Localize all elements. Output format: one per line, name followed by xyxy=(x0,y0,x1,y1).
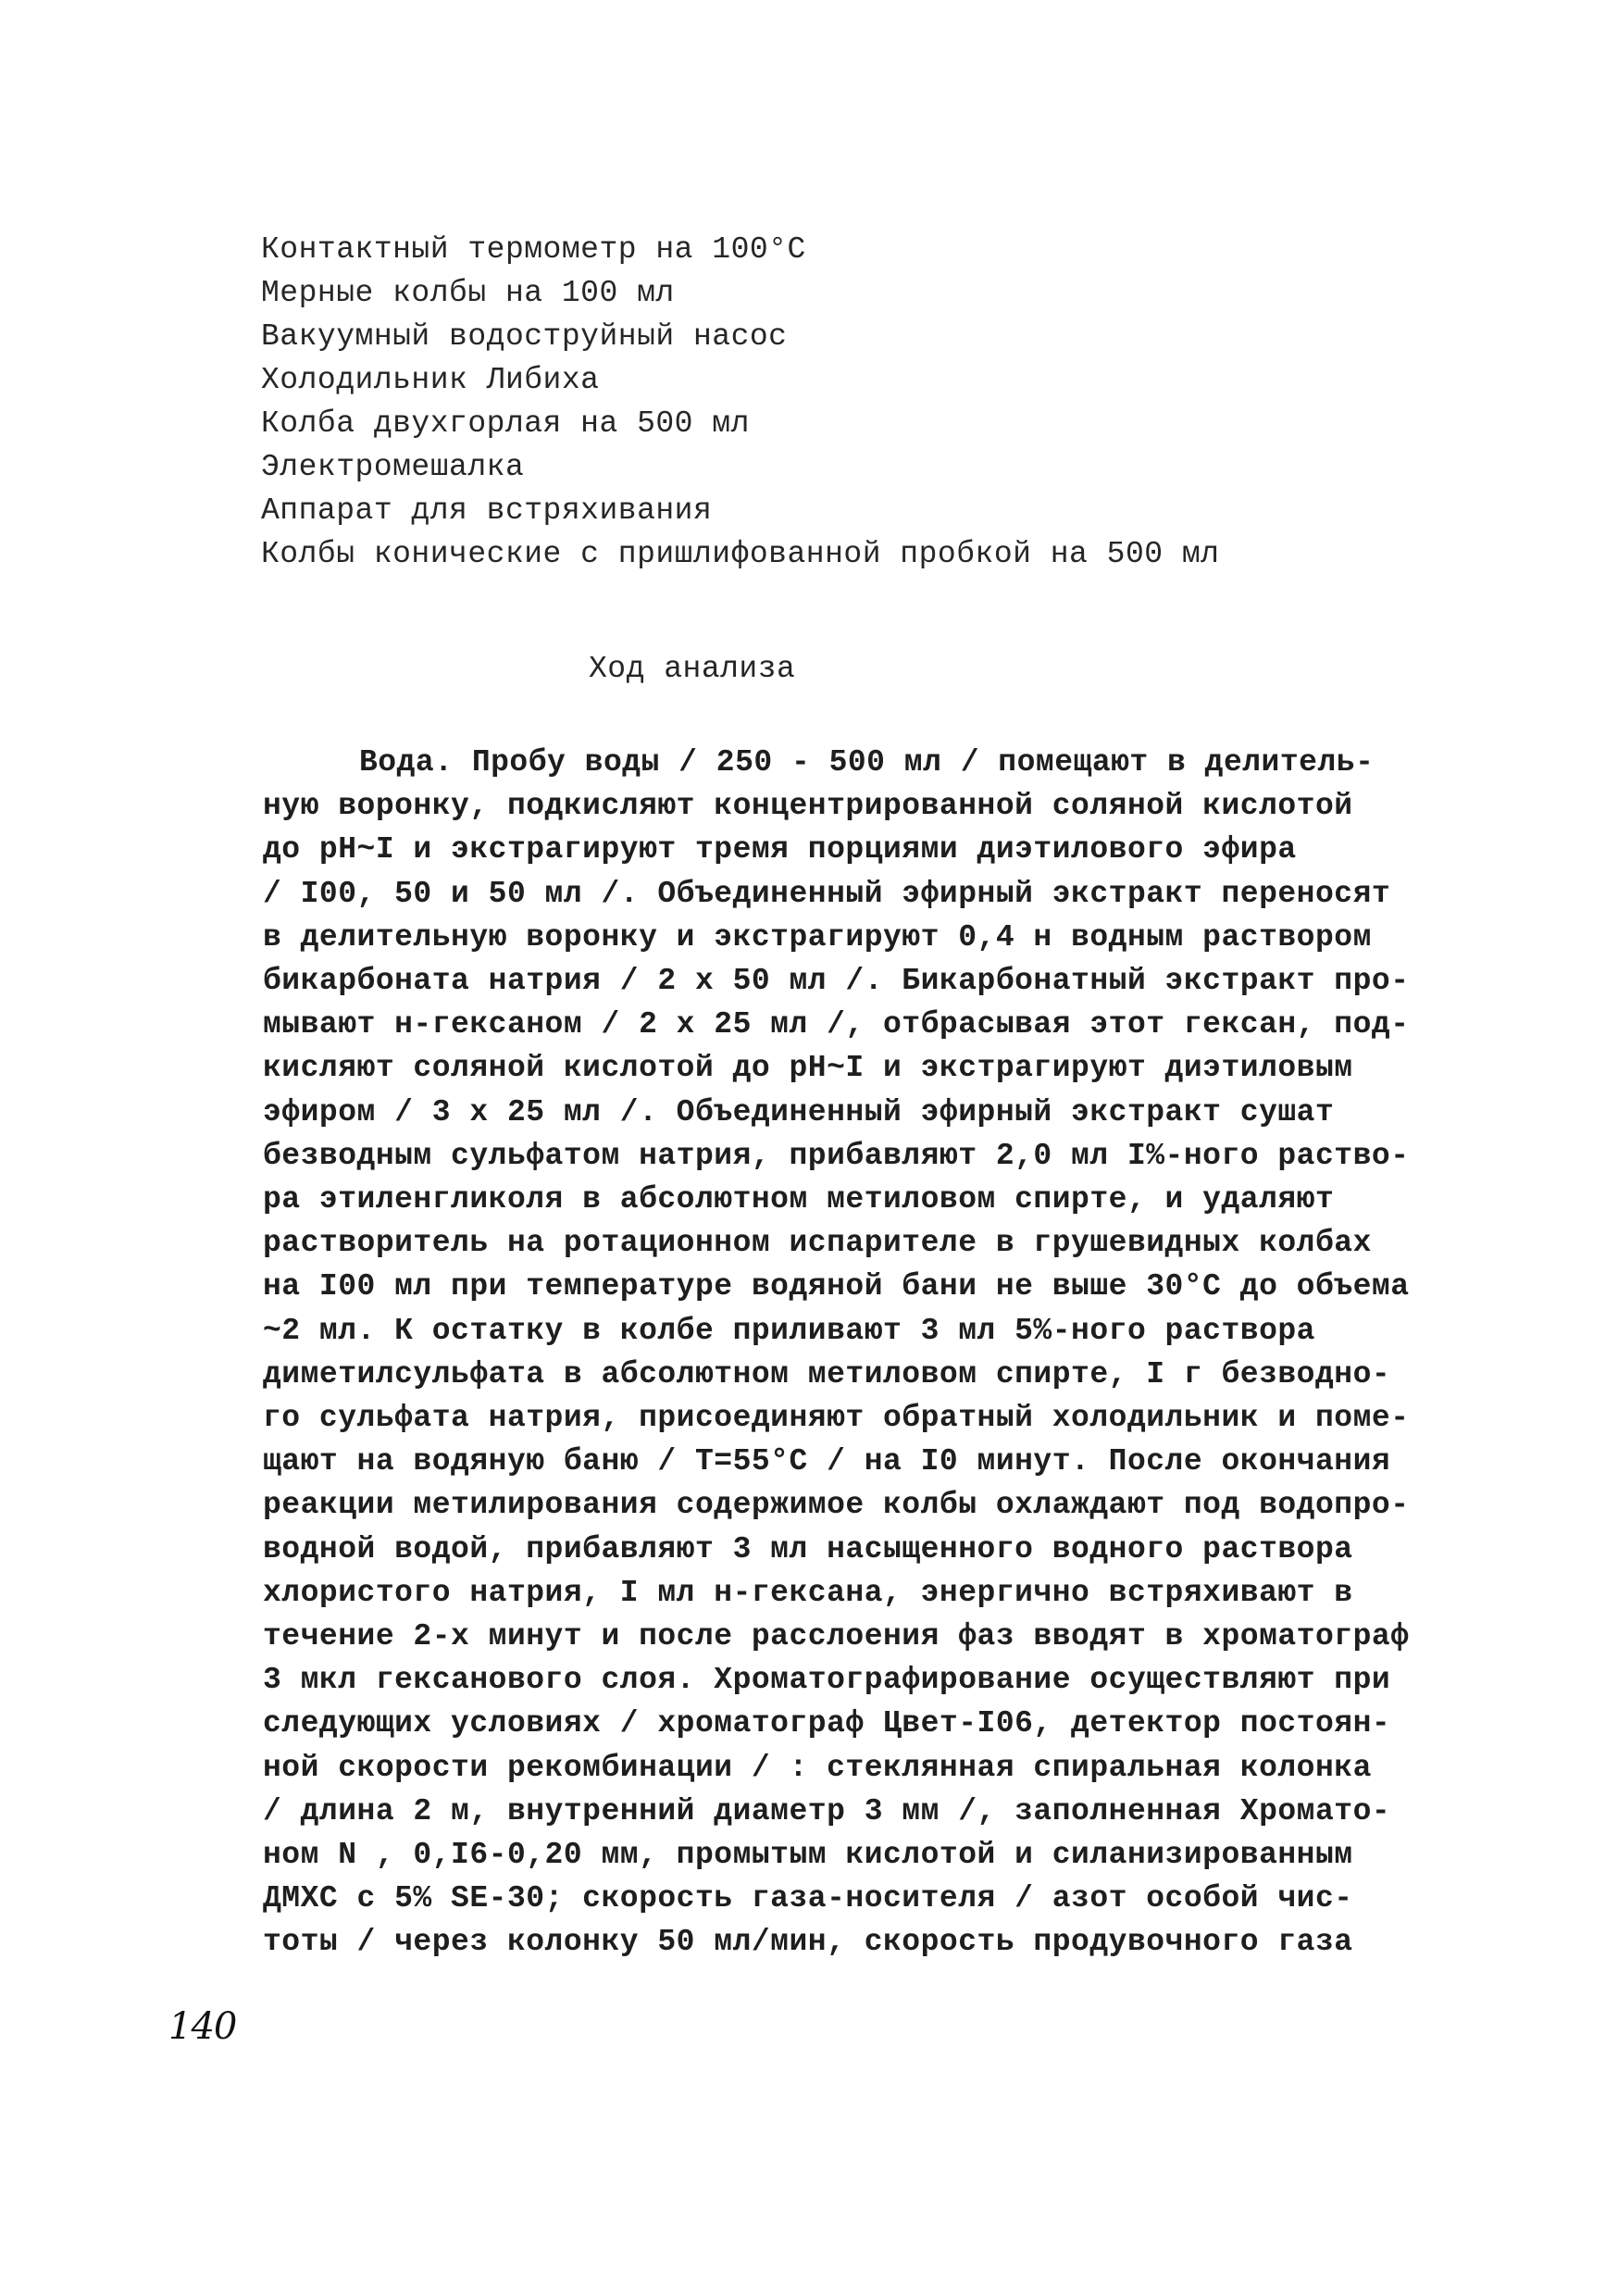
body-line: ДМХС с 5% SE-30; скорость газа-носителя / азот особой чис- xyxy=(263,1881,1353,1916)
section-title: Ход анализа xyxy=(589,652,796,686)
body-line: 3 мкл гексанового слоя. Хроматографирование осуществляют при xyxy=(263,1663,1391,1698)
equipment-item: Мерные колбы на 100 мл xyxy=(261,276,675,310)
body-line: течение 2-х минут и после расслоения фаз вводят в хроматограф xyxy=(263,1619,1410,1654)
equipment-item: Колба двухгорлая на 500 мл xyxy=(261,406,750,441)
body-line: водной водой, прибавляют 3 мл насыщенного водного раствора xyxy=(263,1531,1353,1566)
body-line: следующих условиях / хроматограф Цвет-I06, детектор постоян- xyxy=(263,1706,1391,1741)
body-line: ~2 мл. К остатку в колбе приливают 3 мл 5%-ного раствора xyxy=(263,1313,1315,1348)
body-line: Вода. Пробу воды / 250 - 500 мл / помещают в делитель- xyxy=(359,745,1375,780)
body-line: кисляют соляной кислотой до pH~I и экстрагируют диэтиловым xyxy=(263,1051,1353,1086)
body-paragraph xyxy=(263,741,1448,1965)
equipment-item: Колбы конические с пришлифованной пробкой на 500 мл xyxy=(261,537,1220,571)
body-line: на I00 мл при температуре водяной бани не выше 30°C до объема xyxy=(263,1269,1410,1304)
equipment-item: Контактный термометр на 100°C xyxy=(261,232,806,267)
equipment-item: Холодильник Либиха xyxy=(261,363,600,397)
body-line: тоты / через колонку 50 мл/мин, скорость продувочного газа xyxy=(263,1925,1353,1960)
body-line: бикарбоната натрия / 2 х 50 мл /. Бикарбонатный экстракт про- xyxy=(263,964,1410,999)
body-line: / I00, 50 и 50 мл /. Объединенный эфирный экстракт переносят xyxy=(263,876,1391,911)
body-line: ной скорости рекомбинации / : стеклянная спиральная колонка xyxy=(263,1750,1372,1785)
body-line: мывают н-гексаном / 2 х 25 мл /, отбрасывая этот гексан, под- xyxy=(263,1007,1410,1042)
body-line: ра этиленгликоля в абсолютном метиловом спирте, и удаляют xyxy=(263,1182,1335,1217)
body-line: в делительную воронку и экстрагируют 0,4 н водным раствором xyxy=(263,919,1372,955)
body-line: щают на водяную баню / T=55°C / на I0 минут. После окончания xyxy=(263,1444,1391,1479)
body-line: реакции метилирования содержимое колбы охлаждают под водопро- xyxy=(263,1488,1410,1523)
equipment-item: Электромешалка xyxy=(261,450,525,484)
body-line: го сульфата натрия, присоединяют обратный холодильник и поме- xyxy=(263,1401,1410,1436)
body-line: растворитель на ротационном испарителе в грушевидных колбах xyxy=(263,1226,1372,1261)
body-line: / длина 2 м, внутренний диаметр 3 мм /, заполненная Хромато- xyxy=(263,1793,1391,1828)
body-line: хлористого натрия, I мл н-гексана, энергично встряхивают в xyxy=(263,1575,1353,1610)
body-line: безводным сульфатом натрия, прибавляют 2,0 мл I%-ного раство- xyxy=(263,1138,1410,1173)
body-line: ную воронку, подкисляют концентрированной соляной кислотой xyxy=(263,789,1353,824)
equipment-item: Аппарат для встряхивания xyxy=(261,493,713,528)
body-line: эфиром / 3 х 25 мл /. Объединенный эфирный экстракт сушат xyxy=(263,1094,1335,1129)
body-line: до pH~I и экстрагируют тремя порциями диэтилового эфира xyxy=(263,832,1297,867)
body-line: диметилсульфата в абсолютном метиловом спирте, I г безводно- xyxy=(263,1356,1391,1391)
equipment-list xyxy=(261,228,1219,576)
body-line: ном N , 0,I6-0,20 мм, промытым кислотой и силанизированным xyxy=(263,1838,1353,1873)
page-number: 140 xyxy=(168,2005,237,2048)
equipment-item: Вакуумный водоструйный насос xyxy=(261,319,788,354)
